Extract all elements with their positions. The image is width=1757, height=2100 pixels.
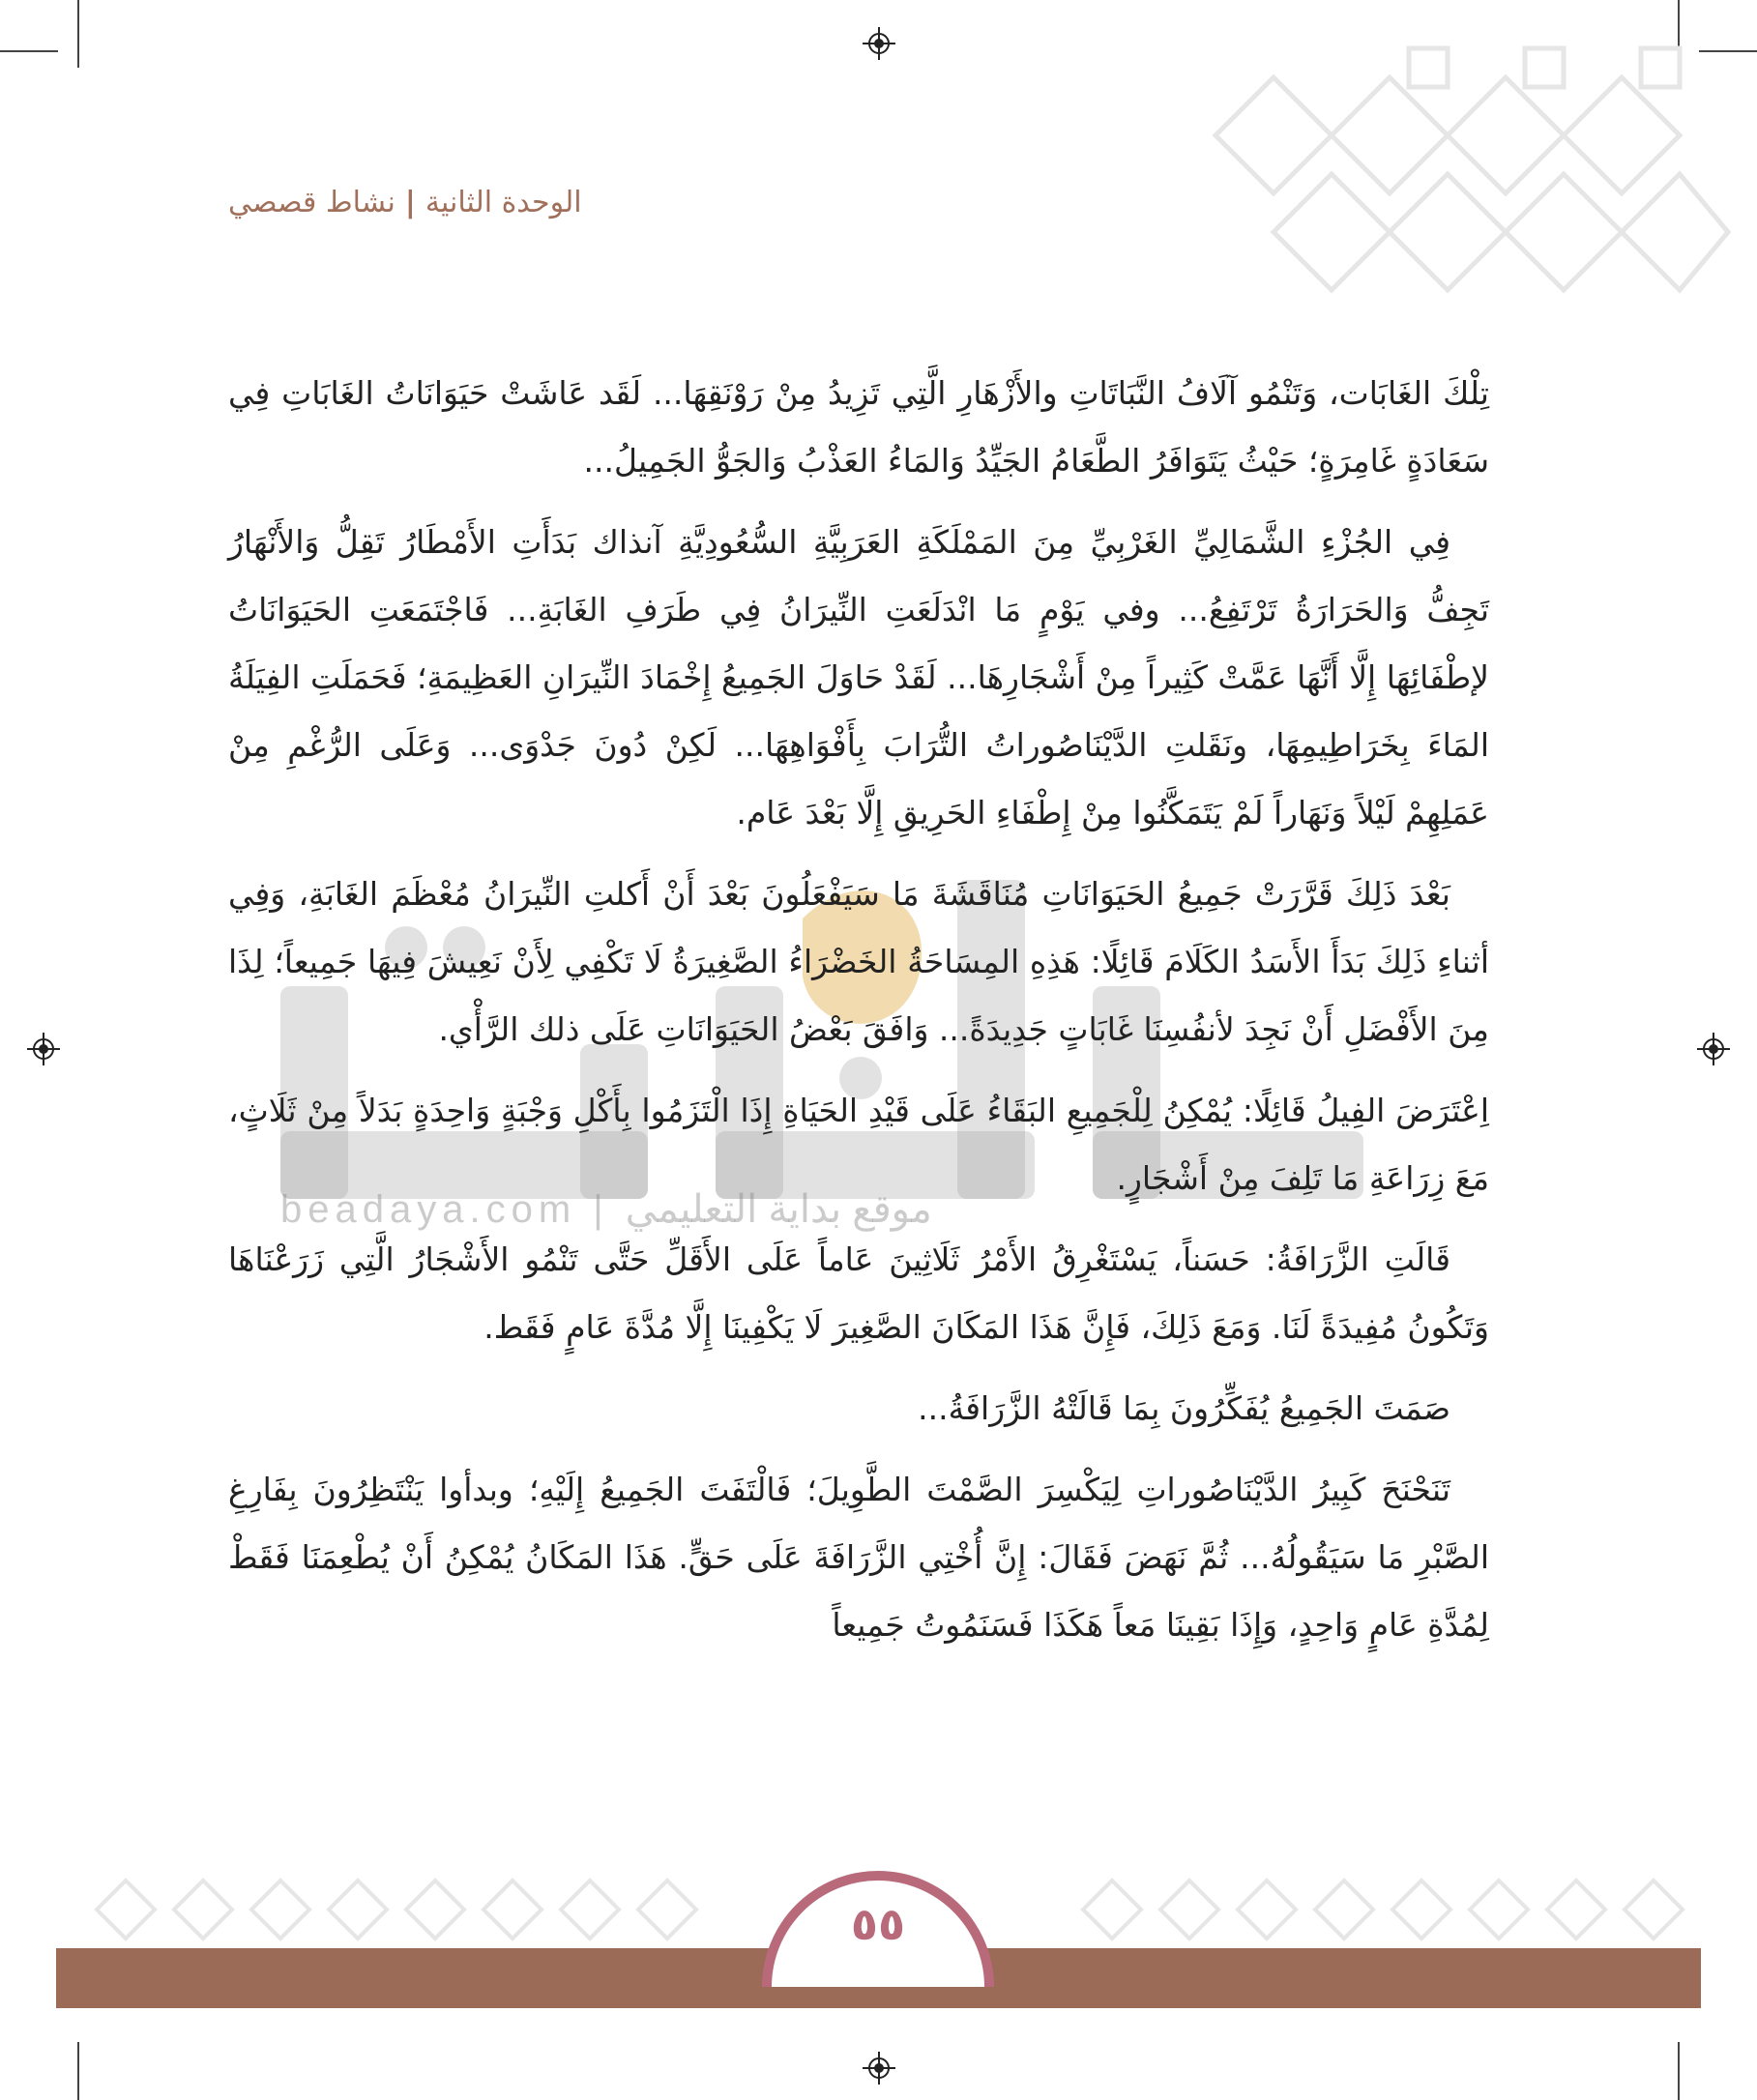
crop-mark bbox=[1678, 2042, 1680, 2100]
paragraph: فِي الجُزْءِ الشَّمَالِيِّ الغَرْبِيِّ مِنَ المَمْلَكَةِ العَرَبِيَّةِ السُّعُودِيَّةِ آنذاك بَدَأَتِ الأَمْطَارُ تَقِلُّ وَالأَنْهَارُ تَجِفُّ وَالحَرَارَةُ تَرْتَفِعُ... وفي يَوْمٍ مَا انْدَلَعَتِ النِّيرَانُ فِي طَرَفِ الغَابَةِ... فَاجْتَمَعَتِ الحَيَوَانَاتُ لإطْفَائِهَا إِلَّا أَنَّهَا عَمَّتْ كَثِيراً مِنْ أَشْجَارِهَا... لَقَدْ حَاوَلَ الجَمِيعُ إِخْمَادَ النِّيرَانِ العَظِيمَةِ؛ فَحَمَلَتِ الفِيَلَةُ المَاءَ بِخَرَاطِيمِهَا، ونَقَلتِ الدَّيْنَاصُوراتُ التُّرَابَ بِأَفْوَاهِهَا... لَكِنْ دُونَ جَدْوَى... وَعَلَى الرُّغْمِ مِنْ عَمَلِهِمْ لَيْلاً وَنَهَاراً لَمْ يَتَمَكَّنُوا مِنْ إِطْفَاءِ الحَرِيقِ إِلَّا بَعْدَ عَام. bbox=[228, 523, 1489, 831]
paragraph: قَالَتِ الزَّرَافَةُ: حَسَناً، يَسْتَغْرِقُ الأَمْرُ ثَلَاثِينَ عَاماً عَلَى الأَقَلِّ حَتَّى تَنْمُو الأَشْجَارُ الَّتِي زَرَعْنَاهَا وَتَكُونُ مُفِيدَةً لَنَا. وَمَعَ ذَلِكَ، فَإِنَّ هَذَا المَكَانَ الصَّغِيرَ لَا يَكْفِينَا إِلَّا مُدَّةَ عَامٍ فَقَط. bbox=[228, 1240, 1489, 1346]
crop-mark bbox=[0, 50, 58, 52]
paragraph: اِعْتَرَضَ الفِيلُ قَائِلًا: يُمْكِنُ لِلْجَمِيعِ البَقَاءُ عَلَى قَيْدِ الحَيَاةِ إِذَا الْتَزَمُوا بِأَكْلِ وَجْبَةٍ وَاحِدَةٍ بَدَلاً مِنْ ثَلَاثٍ، مَعَ زِرَاعَةِ مَا تَلِفَ مِنْ أَشْجَارٍ. bbox=[228, 1092, 1489, 1197]
decorative-pattern bbox=[1119, 39, 1738, 348]
registration-mark-icon bbox=[1697, 1033, 1730, 1065]
activity-title: نشاط قصصي bbox=[228, 186, 395, 219]
crop-mark bbox=[77, 0, 79, 68]
page-header bbox=[228, 186, 582, 219]
paragraph: بَعْدَ ذَلِكَ قَرَّرَتْ جَمِيعُ الحَيَوَانَاتِ مُنَاقَشَةَ مَا سَيَفْعَلُونَ بَعْدَ أَنْ أَكلتِ النِّيرَانُ مُعْظَمَ الغَابَةِ، وَفِي أثناءِ ذَلِكَ بَدَأَ الأَسَدُ الكَلَامَ قَائِلًا: هَذِهِ المِسَاحَةُ الخَضْرَاءُ الصَّغِيرَةُ لَا تَكْفِي لِأَنْ نَعِيشَ فِيهَا جَمِيعاً؛ لِذَا مِنَ الأَفْضَلِ أَنْ نَجِدَ لأنفُسِنَا غَابَاتٍ جَدِيدَةً... وَافَقَ بَعْضُ الحَيَوَانَاتِ عَلَى ذلك الرَّأْي. bbox=[228, 875, 1489, 1048]
page-number: ٥٥ bbox=[850, 1898, 906, 1950]
registration-mark-icon bbox=[863, 2052, 895, 2085]
crop-mark bbox=[77, 2042, 79, 2100]
paragraph: صَمَتَ الجَمِيعُ يُفَكِّرُونَ بِمَا قَالَتْهُ الزَّرَافَةُ... bbox=[918, 1389, 1450, 1427]
registration-mark-icon bbox=[863, 27, 895, 60]
story-body bbox=[228, 360, 1489, 1673]
paragraph: تِلْكَ الغَابَات، وَتَنْمُو آلَافُ النَّبَاتَاتِ والأَزْهَارِ الَّتِي تَزِيدُ مِنْ رَوْنَقِهَا... لَقَد عَاشَتْ حَيَوَانَاتُ الغَابَاتِ فِي سَعَادَةٍ غَامِرَةٍ؛ حَيْثُ يَتَوَافَرُ الطَّعَامُ الجَيِّدُ وَالمَاءُ العَذْبُ وَالجَوُّ الجَمِيلُ... bbox=[228, 374, 1489, 480]
registration-mark-icon bbox=[27, 1033, 60, 1065]
unit-title: الوحدة الثانية bbox=[425, 186, 582, 219]
paragraph: تَنَحْنَحَ كَبِيرُ الدَّيْنَاصُوراتِ لِيَكْسِرَ الصَّمْتَ الطَّوِيلَ؛ فَالْتَفَتَ الجَمِيعُ إِلَيْهِ؛ وبدأوا يَنْتَظِرُونَ بِفَارِغِ الصَّبْرِ مَا سَيَقُولُهُ... ثُمَّ نَهَضَ فَقَالَ: إِنَّ أُخْتِي الزَّرَافَةَ عَلَى حَقٍّ. هَذَا المَكَانُ يُمْكِنُ أَنْ يُطْعِمَنَا فَقَطْ لِمُدَّةِ عَامٍ وَاحِدٍ، وَإِذَا بَقِينَا مَعاً هَكَذَا فَسَنَمُوتُ جَمِيعاً bbox=[228, 1471, 1489, 1644]
watermark-site-text: beadaya.com | موقع بداية التعليمي bbox=[280, 1188, 932, 1231]
header-separator: | bbox=[404, 186, 416, 219]
